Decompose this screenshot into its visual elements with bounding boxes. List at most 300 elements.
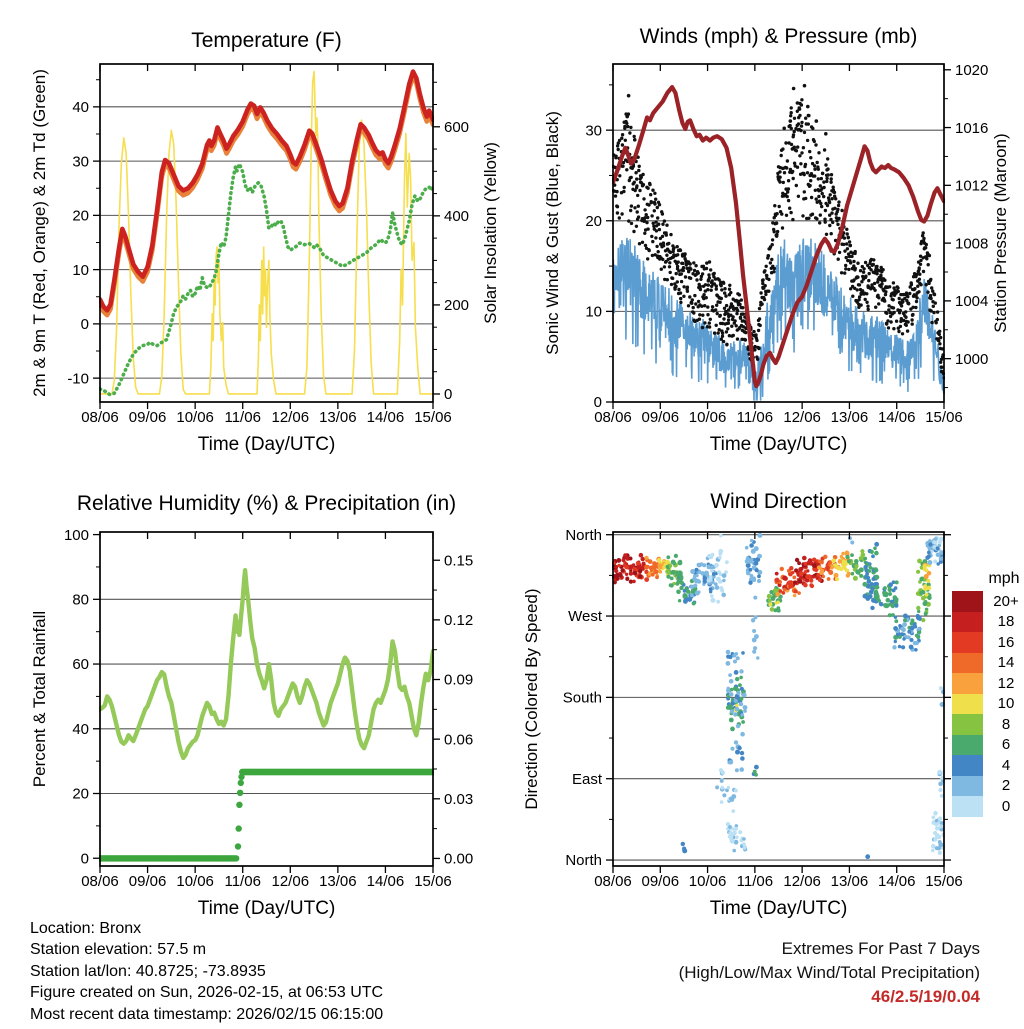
gust-dot xyxy=(790,106,793,109)
gust-dot xyxy=(845,228,848,231)
direction-dot xyxy=(937,770,942,775)
direction-dot xyxy=(716,600,720,604)
y-tick-label: 60 xyxy=(72,656,89,674)
direction-dot xyxy=(728,673,732,677)
direction-dot xyxy=(666,555,670,559)
direction-dot xyxy=(729,797,733,801)
direction-dot xyxy=(898,635,902,639)
direction-dot xyxy=(743,709,747,713)
colorbar-row xyxy=(952,776,1024,797)
direction-dot xyxy=(812,558,816,562)
gust-dot xyxy=(758,307,761,310)
direction-dot xyxy=(734,740,738,744)
direction-dot xyxy=(925,569,929,573)
direction-dot xyxy=(933,811,938,816)
direction-dot xyxy=(874,551,879,556)
direction-dot xyxy=(782,576,787,581)
gust-dot xyxy=(872,263,875,266)
gust-dot xyxy=(680,272,683,275)
panel-title: Temperature (F) xyxy=(191,29,342,52)
gust-dot xyxy=(701,326,704,329)
gust-dot xyxy=(665,254,668,257)
direction-dot xyxy=(633,567,637,571)
direction-dot xyxy=(791,571,794,574)
direction-dot xyxy=(722,573,727,578)
gust-dot xyxy=(713,272,716,275)
panel-2 xyxy=(30,492,473,919)
gust-dot xyxy=(925,243,928,246)
x-tick-label: 09/06 xyxy=(641,409,680,426)
direction-dot xyxy=(873,547,877,551)
direction-dot xyxy=(809,578,813,582)
colorbar-label: 6 xyxy=(1001,736,1011,754)
gust-dot xyxy=(892,298,895,301)
colorbar-row xyxy=(952,714,1024,735)
direction-dot xyxy=(841,552,845,556)
direction-dot xyxy=(715,585,720,590)
gust-dot xyxy=(765,265,768,268)
gust-dot xyxy=(854,267,857,270)
gust-dot xyxy=(744,338,747,341)
gust-dot xyxy=(832,186,835,189)
colorbar-row xyxy=(952,612,1024,633)
gust-dot xyxy=(816,161,819,164)
gust-dot xyxy=(844,267,847,270)
extremes-values: 46/2.5/19/0.04 xyxy=(871,987,980,1006)
gust-dot xyxy=(808,150,811,153)
gust-dot xyxy=(697,271,700,274)
direction-dot xyxy=(753,596,757,600)
x-tick-label: 09/06 xyxy=(641,873,680,890)
gust-dot xyxy=(939,361,942,364)
gust-dot xyxy=(795,149,798,152)
gust-dot xyxy=(695,278,698,281)
gust-dot xyxy=(846,232,849,235)
gust-dot xyxy=(879,274,882,277)
direction-dot xyxy=(673,562,677,566)
gust-dot xyxy=(789,211,792,214)
gust-dot xyxy=(682,295,685,298)
gust-dot xyxy=(713,331,716,334)
direction-dot xyxy=(779,589,783,593)
y-tick-label: 40 xyxy=(72,720,89,738)
gust-dot xyxy=(829,218,832,221)
gust-dot xyxy=(815,217,818,220)
gust-dot xyxy=(843,236,846,239)
gust-dot xyxy=(635,225,638,228)
gust-dot xyxy=(633,135,636,138)
direction-dot xyxy=(794,589,798,593)
gust-dot xyxy=(728,288,731,291)
gust-dot xyxy=(897,290,900,293)
y-tick-label: East xyxy=(571,770,602,788)
gust-dot xyxy=(924,246,927,249)
gust-dot xyxy=(703,304,706,307)
direction-dot xyxy=(745,546,749,550)
gust-dot xyxy=(629,126,632,129)
gust-dot xyxy=(629,209,632,212)
gust-dot xyxy=(640,176,643,179)
gust-dot xyxy=(692,311,695,314)
gust-dot xyxy=(932,305,935,308)
gust-dot xyxy=(626,125,629,128)
gust-dot xyxy=(694,264,697,267)
gust-dot xyxy=(635,177,638,180)
gust-dot xyxy=(716,312,719,315)
direction-dot xyxy=(757,574,761,578)
direction-dot xyxy=(891,604,895,608)
gust-dot xyxy=(714,308,717,311)
direction-dot xyxy=(683,594,687,598)
direction-dot xyxy=(939,556,943,560)
gust-dot xyxy=(789,114,792,117)
y-tick-label: South xyxy=(562,689,602,707)
direction-dot xyxy=(894,604,898,608)
gust-dot xyxy=(807,122,810,125)
y-tick-label: North xyxy=(565,526,602,544)
gust-dot xyxy=(866,305,869,308)
colorbar-label: 18 xyxy=(997,613,1015,631)
gust-dot xyxy=(718,301,721,304)
direction-dot xyxy=(840,555,843,558)
gust-dot xyxy=(772,270,775,273)
direction-dot xyxy=(722,579,725,582)
gust-dot xyxy=(726,327,729,330)
gust-dot xyxy=(668,261,671,264)
direction-dot xyxy=(729,679,734,684)
gust-dot xyxy=(723,307,726,310)
colorbar-swatch xyxy=(952,632,983,653)
gust-dot xyxy=(715,284,718,287)
y-tick-label: West xyxy=(568,608,602,626)
gust-dot xyxy=(775,212,778,215)
gust-dot xyxy=(625,168,628,171)
gust-dot xyxy=(914,306,917,309)
direction-dot xyxy=(715,785,719,789)
gust-dot xyxy=(830,211,833,214)
direction-dot xyxy=(644,577,649,582)
gust-dot xyxy=(620,212,623,215)
direction-dot xyxy=(822,575,825,578)
gust-dot xyxy=(787,187,790,190)
direction-dot xyxy=(883,586,887,590)
direction-dot xyxy=(789,566,793,570)
gust-dot xyxy=(789,119,793,123)
direction-dot xyxy=(700,571,705,576)
direction-dot xyxy=(847,572,851,576)
gust-dot xyxy=(634,171,637,174)
direction-dot xyxy=(894,619,898,623)
direction-dot xyxy=(739,669,743,673)
direction-dot xyxy=(623,553,627,557)
direction-dot xyxy=(818,578,822,582)
colorbar-swatch xyxy=(952,776,983,797)
direction-dot xyxy=(797,591,801,595)
direction-dot xyxy=(671,571,674,574)
direction-dot xyxy=(666,565,670,569)
gust-dot xyxy=(885,322,888,325)
gust-dot xyxy=(813,140,816,143)
gust-dot xyxy=(661,212,664,215)
direction-dot xyxy=(894,640,897,643)
direction-dot xyxy=(690,569,695,574)
direction-dot xyxy=(823,555,827,559)
direction-dot xyxy=(683,599,688,604)
gust-dot xyxy=(932,311,935,314)
gust-dot xyxy=(686,286,689,289)
x-tick-label: 11/06 xyxy=(736,409,774,426)
direction-dot xyxy=(735,707,740,712)
gust-dot xyxy=(868,272,871,275)
gust-dot xyxy=(643,232,646,235)
gust-dot xyxy=(888,285,891,288)
gust-dot xyxy=(621,143,624,146)
direction-dot xyxy=(927,586,931,590)
gust-dot xyxy=(806,139,809,142)
direction-dot xyxy=(617,564,621,568)
direction-dot xyxy=(682,847,686,851)
gust-dot xyxy=(844,264,847,267)
gust-dot xyxy=(802,146,805,149)
colorbar-label: 12 xyxy=(997,674,1015,692)
y-right-tick-label: 1004 xyxy=(955,293,989,311)
gust-dot xyxy=(767,278,770,281)
gust-dot xyxy=(683,252,686,255)
gust-dot xyxy=(787,179,790,182)
gust-dot xyxy=(652,222,655,225)
direction-dot xyxy=(653,569,658,574)
direction-dot xyxy=(758,554,762,558)
gust-dot xyxy=(856,288,859,291)
x-tick-label: 13/06 xyxy=(319,873,357,890)
gust-dot xyxy=(622,190,625,193)
gust-dot xyxy=(925,283,928,286)
gust-dot xyxy=(633,181,636,184)
direction-dot xyxy=(742,837,746,841)
gust-dot xyxy=(822,180,825,183)
gust-dot xyxy=(780,212,783,215)
direction-dot xyxy=(633,571,638,576)
colorbar-swatch xyxy=(952,694,983,715)
direction-dot xyxy=(739,767,744,772)
direction-dot xyxy=(927,596,931,600)
direction-dot xyxy=(637,565,642,570)
gust-dot xyxy=(922,270,925,273)
direction-dot xyxy=(705,572,710,577)
gust-dot xyxy=(708,260,711,263)
y-right-tick-label: 1020 xyxy=(955,61,989,79)
direction-dot xyxy=(648,559,653,564)
direction-dot xyxy=(934,823,937,826)
gust-dot xyxy=(847,236,850,239)
direction-dot xyxy=(769,590,773,594)
gust-dot xyxy=(698,318,701,321)
gust-dot xyxy=(827,173,830,176)
x-tick-label: 15/06 xyxy=(925,409,963,426)
direction-dot xyxy=(722,793,726,797)
gust-dot xyxy=(799,162,802,165)
direction-dot xyxy=(676,590,681,595)
gust-dot xyxy=(814,143,817,146)
direction-dot xyxy=(783,588,787,592)
gust-dot xyxy=(676,253,679,256)
gust-dot xyxy=(636,194,639,197)
gust-dot xyxy=(786,195,789,198)
extremes-title: Extremes For Past 7 Days xyxy=(781,939,980,958)
direction-dot xyxy=(638,574,642,578)
gust-dot xyxy=(929,297,932,300)
direction-dot xyxy=(894,616,897,619)
gust-dot xyxy=(773,204,776,207)
gust-dot xyxy=(873,282,876,285)
gust-dot xyxy=(715,304,718,307)
colorbar-label: 2 xyxy=(1001,777,1011,795)
gust-dot xyxy=(660,268,663,271)
colorbar-swatch xyxy=(952,653,983,674)
gust-dot xyxy=(744,331,747,334)
direction-dot xyxy=(838,559,843,564)
y-tick-label: 10 xyxy=(585,303,602,321)
direction-dot xyxy=(625,577,629,581)
gust-dot xyxy=(677,269,680,272)
gust-dot xyxy=(815,119,819,123)
gust-dot xyxy=(637,205,640,208)
gust-dot xyxy=(721,335,724,338)
series-layer xyxy=(611,533,947,859)
direction-dot xyxy=(733,660,737,664)
x-tick-label: 14/06 xyxy=(366,873,405,890)
direction-dot xyxy=(868,566,872,570)
gust-dot xyxy=(851,295,854,298)
gust-dot xyxy=(904,316,907,319)
direction-dot xyxy=(738,830,742,834)
gust-dot xyxy=(730,325,733,328)
gust-dot xyxy=(773,230,776,233)
gust-dot xyxy=(736,337,739,340)
gust-dot xyxy=(691,298,694,301)
gust-dot xyxy=(796,145,799,148)
gust-dot xyxy=(635,184,638,187)
gust-dot xyxy=(847,268,850,271)
gust-dot xyxy=(621,133,624,136)
gust-dot xyxy=(668,265,671,268)
direction-dot xyxy=(938,788,942,792)
direction-dot xyxy=(771,596,776,601)
direction-dot xyxy=(639,553,644,558)
gust-dot xyxy=(648,183,651,186)
direction-dot xyxy=(736,691,740,695)
direction-dot xyxy=(865,572,869,576)
direction-dot xyxy=(619,573,623,577)
gust-dot xyxy=(928,254,931,257)
gust-dot xyxy=(638,165,641,168)
colorbar-swatch xyxy=(952,673,983,694)
direction-dot xyxy=(720,800,724,804)
gust-dot xyxy=(856,262,859,265)
gust-dot xyxy=(908,292,911,295)
direction-dot xyxy=(740,732,745,737)
direction-dot xyxy=(916,614,920,618)
gust-dot xyxy=(831,221,834,224)
rain-dot xyxy=(235,843,241,849)
direction-dot xyxy=(697,590,700,593)
gust-dot xyxy=(800,103,803,106)
direction-dot xyxy=(709,587,713,591)
gust-dot xyxy=(690,302,693,305)
gust-dot xyxy=(803,190,806,193)
direction-dot xyxy=(808,558,813,563)
x-tick-label: 10/06 xyxy=(176,873,214,890)
gust-dot xyxy=(655,245,658,248)
direction-dot xyxy=(818,566,822,570)
colorbar-label: 10 xyxy=(997,695,1015,713)
colorbar-label: 4 xyxy=(1001,756,1011,774)
gust-dot xyxy=(889,320,892,323)
gust-dot xyxy=(692,306,695,309)
gust-dot xyxy=(663,265,666,268)
gust-dot xyxy=(701,272,704,275)
direction-dot xyxy=(884,592,889,597)
direction-dot xyxy=(875,575,880,580)
direction-dot xyxy=(888,592,892,596)
direction-dot xyxy=(828,561,831,564)
direction-dot xyxy=(865,854,870,859)
gust-dot xyxy=(767,290,770,293)
y-tick-label: 30 xyxy=(585,122,602,140)
gust-dot xyxy=(798,107,801,110)
gust-dot xyxy=(793,117,796,120)
direction-dot xyxy=(916,570,920,574)
gust-dot xyxy=(732,334,735,337)
x-tick-label: 12/06 xyxy=(783,409,821,426)
direction-dot xyxy=(863,565,867,569)
gust-dot xyxy=(814,189,817,192)
gust-dot xyxy=(800,121,803,124)
gust-dot xyxy=(897,330,900,333)
direction-dot xyxy=(736,724,740,728)
panel-title: Winds (mph) & Pressure (mb) xyxy=(639,25,918,48)
x-tick-label: 08/06 xyxy=(594,873,632,890)
gust-dot xyxy=(836,208,839,211)
y-tick-label: 10 xyxy=(72,261,89,279)
gust-dot xyxy=(837,258,840,261)
direction-dot xyxy=(843,567,847,571)
gust-dot xyxy=(873,289,876,292)
gust-dot xyxy=(804,117,807,120)
direction-dot xyxy=(921,618,925,622)
direction-dot xyxy=(900,627,904,631)
gust-dot xyxy=(656,216,659,219)
gust-dot xyxy=(616,211,619,214)
gust-dot xyxy=(826,167,829,170)
direction-dot xyxy=(738,683,742,687)
wind-speed-line xyxy=(613,238,945,401)
direction-dot xyxy=(728,825,732,829)
gust-dot xyxy=(804,163,807,166)
gust-dot xyxy=(801,214,804,217)
direction-dot xyxy=(729,718,734,723)
direction-dot xyxy=(888,582,893,587)
gust-dot xyxy=(825,180,828,183)
gust-dot xyxy=(669,271,672,274)
gust-dot xyxy=(697,300,700,303)
direction-dot xyxy=(670,583,674,587)
gust-dot xyxy=(711,305,714,308)
gust-dot xyxy=(703,321,706,324)
gust-dot xyxy=(614,194,617,197)
direction-dot xyxy=(931,849,935,853)
gust-dot xyxy=(800,124,803,127)
